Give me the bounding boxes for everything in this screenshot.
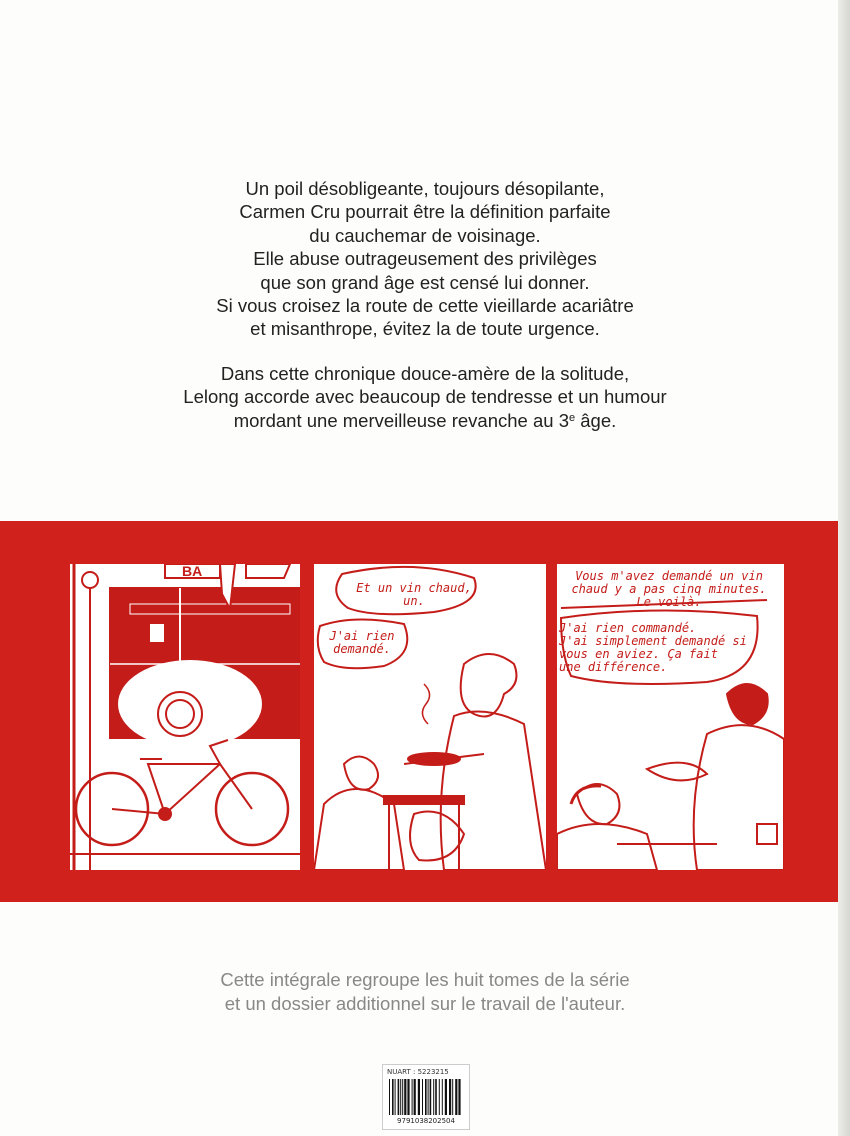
speech-line: Le voilà. bbox=[636, 595, 702, 609]
comic-panel-2 bbox=[314, 564, 546, 870]
blurb-line bbox=[0, 409, 850, 432]
blurb-line: Un poil désobligeante, toujours désopilante, bbox=[245, 178, 605, 199]
speech-line: un. bbox=[403, 594, 425, 608]
speech-bubble-old-lady bbox=[322, 630, 402, 656]
comic-panel-3 bbox=[557, 564, 784, 870]
blurb-line: du cauchemar de voisinage. bbox=[309, 224, 541, 246]
comic-panel-1 bbox=[70, 564, 300, 870]
blurb-line: Carmen Cru pourrait être la définition parfaite bbox=[239, 201, 611, 223]
blurb-line: Elle abuse outrageusement des privilèges bbox=[253, 248, 597, 270]
blurb-paragraph-2 bbox=[0, 362, 850, 432]
barcode-bar bbox=[445, 1079, 447, 1115]
barcode-bar bbox=[452, 1079, 453, 1115]
barcode-bar bbox=[449, 1079, 451, 1115]
barcode-bar bbox=[400, 1079, 401, 1115]
cafe-sign-text: BA bbox=[182, 564, 203, 579]
speech-line: Vous m'avez demandé un vin bbox=[575, 569, 763, 583]
blurb-line: Dans cette chronique douce-amère de la solitude, bbox=[220, 363, 630, 384]
page-edge bbox=[838, 0, 850, 1136]
barcode-bar bbox=[430, 1079, 432, 1115]
blurb-paragraph-1 bbox=[0, 177, 850, 341]
ordinal-suffix: e bbox=[568, 411, 576, 424]
blurb-text: âge. bbox=[575, 409, 617, 431]
barcode-bar bbox=[442, 1079, 443, 1115]
speech-line: J'ai rien bbox=[329, 629, 395, 643]
speech-bubble-waiter bbox=[559, 570, 779, 609]
blurb-line: que son grand âge est censé lui donner. bbox=[260, 271, 590, 293]
barcode-bar bbox=[402, 1079, 403, 1115]
waiter-old-lady-illustration bbox=[314, 564, 546, 870]
speech-bubble-old-lady bbox=[559, 622, 759, 674]
cafe-bicycle-illustration bbox=[70, 564, 300, 870]
barcode-bar bbox=[422, 1079, 423, 1115]
speech-line: une différence. bbox=[559, 660, 668, 674]
collection-note-line: Cette intégrale regroupe les huit tomes de la série bbox=[220, 969, 630, 990]
barcode-bar bbox=[418, 1079, 420, 1115]
barcode-bar bbox=[433, 1079, 434, 1115]
barcode-bar bbox=[425, 1079, 427, 1115]
barcode-bar bbox=[435, 1079, 437, 1115]
barcode-bars bbox=[389, 1079, 463, 1115]
barcode-bar bbox=[458, 1079, 460, 1115]
barcode-bar bbox=[395, 1079, 396, 1115]
barcode-bar bbox=[455, 1079, 457, 1115]
barcode-header: NUART : 5223215 bbox=[387, 1068, 449, 1076]
speech-line: Et un vin chaud, bbox=[356, 581, 472, 595]
barcode-bar bbox=[407, 1079, 409, 1115]
speech-bubble-waiter bbox=[344, 582, 484, 608]
barcode-bar bbox=[439, 1079, 440, 1115]
collection-note bbox=[0, 968, 850, 1016]
barcode-bar bbox=[414, 1079, 416, 1115]
waiter-table-illustration bbox=[557, 564, 784, 870]
barcode-bar bbox=[398, 1079, 400, 1115]
barcode-label bbox=[382, 1064, 470, 1130]
speech-line: J'ai rien commandé. bbox=[559, 621, 697, 635]
speech-line: J'ai simplement demandé si bbox=[559, 634, 747, 648]
blurb-line: Lelong accorde avec beaucoup de tendresse et un humour bbox=[183, 386, 667, 408]
barcode-bar bbox=[412, 1079, 413, 1115]
blurb-text: mordant une merveilleuse revanche au 3 bbox=[233, 409, 569, 431]
collection-note-line: et un dossier additionnel sur le travail de l'auteur. bbox=[224, 993, 626, 1014]
comic-strip-band bbox=[0, 521, 838, 902]
barcode-bar bbox=[404, 1079, 406, 1115]
speech-line: vous en aviez. Ça fait bbox=[559, 647, 718, 661]
blurb-line: et misanthrope, évitez la de toute urgence. bbox=[250, 318, 600, 340]
blurb-line: Si vous croisez la route de cette vieillarde acariâtre bbox=[216, 295, 634, 317]
isbn-number: 9791038202504 bbox=[397, 1117, 455, 1125]
barcode-bar bbox=[389, 1079, 390, 1115]
speech-line: demandé. bbox=[333, 642, 391, 656]
speech-line: chaud y a pas cinq minutes. bbox=[571, 582, 767, 596]
barcode-bar bbox=[392, 1079, 394, 1115]
barcode-bar bbox=[428, 1079, 429, 1115]
